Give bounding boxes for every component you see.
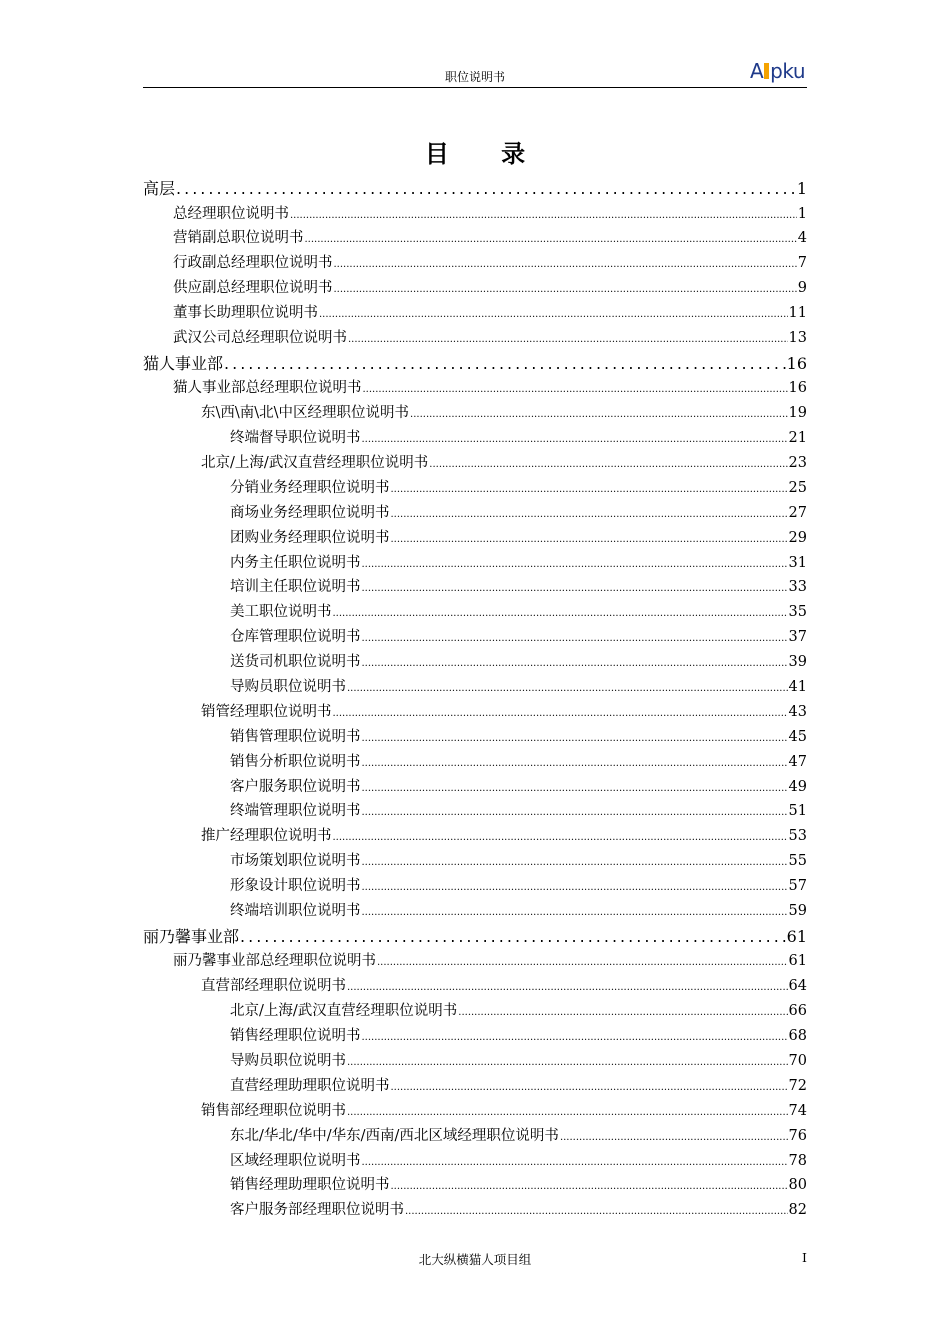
toc-entry-page: 33: [788, 579, 807, 596]
toc-entry[interactable]: [143, 949, 807, 974]
toc-entry-page: 72: [788, 1077, 807, 1094]
toc-entry-page: 4: [797, 230, 807, 247]
toc-entry[interactable]: [143, 426, 807, 451]
toc-entry-title: 总经理职位说明书: [173, 205, 289, 222]
table-of-contents: [143, 176, 807, 1223]
toc-entry-page: 31: [788, 554, 807, 571]
toc-entry-title: 商场业务经理职位说明书: [230, 504, 390, 521]
toc-entry-title: 直营部经理职位说明书: [201, 978, 346, 995]
toc-entry-page: 61: [786, 926, 807, 946]
toc-dot-leader: [362, 807, 788, 818]
toc-entry[interactable]: [143, 1198, 807, 1223]
toc-dot-leader: [224, 354, 786, 373]
toc-entry-title: 丽乃馨事业部: [143, 926, 240, 946]
toc-entry-page: 70: [788, 1053, 807, 1069]
toc-dot-leader: [347, 982, 788, 993]
toc-entry-title: 客户服务职位说明书: [230, 778, 361, 795]
toc-entry-title: 供应副总经理职位说明书: [173, 280, 333, 297]
toc-entry[interactable]: [143, 799, 807, 824]
toc-entry[interactable]: [143, 899, 807, 924]
toc-entry-title: 市场策划职位说明书: [230, 853, 361, 870]
toc-dot-leader: [362, 758, 788, 769]
toc-title: 目 录: [424, 139, 548, 168]
toc-entry-title: 东北/华北/华中/华东/西南/西北区域经理职位说明书: [230, 1127, 559, 1144]
toc-entry-title: 推广经理职位说明书: [201, 828, 332, 845]
toc-entry[interactable]: [143, 1074, 807, 1099]
toc-entry-title: 客户服务部经理职位说明书: [230, 1202, 404, 1219]
company-logo: A pku: [749, 59, 805, 83]
toc-entry-page: 49: [788, 778, 807, 795]
toc-dot-leader: [348, 334, 788, 345]
toc-dot-leader: [429, 459, 787, 470]
toc-entry-title: 销管经理职位说明书: [201, 703, 332, 720]
toc-entry-title: 销售经理职位说明书: [230, 1028, 361, 1045]
toc-entry-page: 1: [796, 179, 807, 198]
toc-entry-title: 区域经理职位说明书: [230, 1152, 361, 1169]
toc-entry-title: 培训主任职位说明书: [230, 579, 361, 596]
toc-dot-leader: [347, 1107, 788, 1118]
toc-entry-title: 董事长助理职位说明书: [173, 305, 318, 322]
toc-entry[interactable]: [143, 451, 807, 476]
toc-dot-leader: [362, 783, 788, 794]
toc-dot-leader: [362, 434, 788, 445]
toc-entry-title: 销售部经理职位说明书: [201, 1102, 346, 1119]
toc-dot-leader: [362, 559, 788, 570]
toc-dot-leader: [362, 882, 788, 893]
toc-entry-page: 66: [788, 1003, 807, 1020]
toc-entry[interactable]: [143, 551, 807, 576]
toc-dot-leader: [334, 259, 797, 270]
toc-entry-page: 53: [788, 828, 807, 845]
toc-dot-leader: [391, 509, 788, 520]
toc-entry-title: 内务主任职位说明书: [230, 554, 361, 571]
toc-entry-page: 74: [788, 1102, 807, 1119]
toc-entry-title: 团购业务经理职位说明书: [230, 529, 390, 546]
toc-dot-leader: [333, 832, 788, 843]
toc-dot-leader: [377, 957, 788, 968]
toc-dot-leader: [333, 708, 788, 719]
toc-dot-leader: [362, 583, 788, 594]
toc-entry[interactable]: [143, 326, 807, 351]
toc-dot-leader: [362, 633, 788, 644]
toc-entry-title: 终端督导职位说明书: [230, 430, 361, 447]
toc-dot-leader: [362, 1032, 788, 1043]
toc-entry-title: 终端培训职位说明书: [230, 903, 361, 920]
toc-dot-leader: [391, 484, 788, 495]
toc-entry[interactable]: [143, 750, 807, 775]
toc-entry[interactable]: [143, 301, 807, 326]
toc-entry[interactable]: [143, 276, 807, 301]
toc-dot-leader: [458, 1007, 787, 1018]
toc-dot-leader: [347, 1057, 788, 1068]
toc-dot-leader: [391, 534, 788, 545]
toc-dot-leader: [176, 179, 796, 198]
toc-entry[interactable]: [143, 526, 807, 551]
toc-entry-page: 68: [788, 1028, 807, 1045]
toc-dot-leader: [391, 1181, 788, 1192]
toc-entry-title: 分销业务经理职位说明书: [230, 479, 390, 496]
toc-dot-leader: [362, 857, 788, 868]
toc-entry[interactable]: [143, 376, 807, 401]
toc-entry-page: 59: [788, 903, 807, 920]
toc-entry-title: 销售管理职位说明书: [230, 728, 361, 745]
toc-dot-leader: [362, 733, 788, 744]
toc-entry-page: 35: [788, 604, 807, 621]
toc-entry-page: 37: [788, 629, 807, 646]
toc-entry[interactable]: [143, 351, 807, 377]
toc-entry[interactable]: [143, 251, 807, 276]
toc-entry-title: 终端管理职位说明书: [230, 803, 361, 820]
toc-entry-title: 导购员职位说明书: [230, 679, 346, 696]
toc-entry[interactable]: [143, 501, 807, 526]
header-title: 职位说明书: [444, 70, 505, 84]
toc-entry[interactable]: [143, 650, 807, 675]
toc-entry[interactable]: [143, 775, 807, 800]
toc-entry-title: 东\西\南\北\中区经理职位说明书: [201, 405, 410, 422]
toc-entry-page: 21: [788, 430, 807, 447]
toc-entry[interactable]: [143, 874, 807, 899]
footer-text: 北大纵横猫人项目组: [418, 1252, 532, 1267]
toc-entry-title: 导购员职位说明书: [230, 1053, 346, 1069]
toc-dot-leader: [362, 907, 788, 918]
toc-entry-page: 11: [788, 305, 807, 322]
toc-entry-title: 高层: [143, 179, 176, 198]
toc-entry-title: 销售经理助理职位说明书: [230, 1177, 390, 1194]
toc-entry-page: 55: [788, 853, 807, 870]
toc-entry-title: 行政副总经理职位说明书: [173, 255, 333, 272]
toc-entry-page: 13: [788, 329, 807, 346]
toc-entry[interactable]: [143, 1124, 807, 1149]
toc-entry-page: 7: [797, 255, 807, 272]
toc-entry-title: 直营经理助理职位说明书: [230, 1077, 390, 1094]
toc-entry[interactable]: [143, 824, 807, 849]
toc-entry-title: 猫人事业部: [143, 353, 224, 373]
toc-entry-title: 仓库管理职位说明书: [230, 629, 361, 646]
toc-entry[interactable]: [143, 625, 807, 650]
toc-dot-leader: [410, 409, 788, 420]
toc-dot-leader: [347, 683, 788, 694]
toc-entry[interactable]: [143, 575, 807, 600]
toc-entry[interactable]: [143, 999, 807, 1024]
toc-entry-title: 形象设计职位说明书: [230, 878, 361, 895]
toc-entry-page: 27: [788, 504, 807, 521]
toc-entry-page: 76: [788, 1127, 807, 1144]
toc-dot-leader: [305, 234, 797, 245]
toc-entry[interactable]: [143, 401, 807, 426]
toc-entry-page: 47: [788, 753, 807, 770]
toc-entry-page: 43: [788, 703, 807, 720]
toc-dot-leader: [362, 658, 788, 669]
toc-entry-title: 猫人事业部总经理职位说明书: [173, 380, 362, 397]
toc-entry[interactable]: [143, 1149, 807, 1174]
toc-dot-leader: [405, 1206, 788, 1217]
toc-entry-page: 64: [788, 978, 807, 995]
toc-entry-page: 9: [797, 280, 807, 297]
toc-entry-page: 23: [788, 455, 807, 472]
toc-entry[interactable]: [143, 1099, 807, 1124]
toc-entry-page: 57: [788, 878, 807, 895]
toc-entry-page: 25: [788, 479, 807, 496]
toc-entry-page: 19: [788, 405, 807, 422]
toc-dot-leader: [362, 1157, 788, 1168]
toc-entry-page: 1: [797, 205, 807, 222]
footer-page-number: I: [802, 1250, 807, 1265]
toc-entry[interactable]: [143, 924, 807, 950]
toc-entry-title: 北京/上海/武汉直营经理职位说明书: [201, 455, 429, 472]
toc-entry-page: 16: [786, 353, 807, 373]
toc-entry[interactable]: [143, 226, 807, 251]
toc-entry[interactable]: [143, 675, 807, 700]
toc-entry[interactable]: [143, 1024, 807, 1049]
toc-entry[interactable]: [143, 202, 807, 227]
toc-entry[interactable]: [143, 974, 807, 999]
toc-entry[interactable]: [143, 700, 807, 725]
toc-dot-leader: [290, 210, 797, 221]
toc-entry-title: 北京/上海/武汉直营经理职位说明书: [230, 1003, 458, 1020]
toc-dot-leader: [391, 1082, 788, 1093]
toc-entry[interactable]: [143, 600, 807, 625]
toc-entry-page: 45: [788, 728, 807, 745]
toc-entry-title: 丽乃馨事业部总经理职位说明书: [173, 953, 376, 970]
toc-dot-leader: [240, 927, 786, 946]
toc-dot-leader: [333, 608, 788, 619]
toc-entry[interactable]: [143, 725, 807, 750]
toc-entry-title: 美工职位说明书: [230, 604, 332, 621]
toc-entry-title: 销售分析职位说明书: [230, 753, 361, 770]
toc-entry[interactable]: [143, 176, 807, 202]
toc-entry-page: 39: [788, 654, 807, 671]
toc-entry-title: 武汉公司总经理职位说明书: [173, 329, 347, 346]
toc-dot-leader: [334, 284, 797, 295]
toc-entry-page: 61: [788, 953, 807, 970]
toc-entry-page: 82: [788, 1202, 807, 1219]
toc-entry-page: 16: [788, 380, 807, 397]
toc-dot-leader: [560, 1132, 788, 1143]
toc-entry-page: 41: [788, 679, 807, 696]
toc-entry[interactable]: [143, 1049, 807, 1074]
toc-entry-page: 80: [788, 1177, 807, 1194]
toc-dot-leader: [319, 309, 788, 320]
page-header: [143, 59, 807, 88]
toc-entry[interactable]: [143, 476, 807, 501]
toc-entry[interactable]: [143, 1173, 807, 1198]
toc-entry-page: 78: [788, 1152, 807, 1169]
toc-entry-title: 营销副总职位说明书: [173, 230, 304, 247]
toc-dot-leader: [363, 384, 788, 395]
toc-entry[interactable]: [143, 849, 807, 874]
toc-entry-page: 29: [788, 529, 807, 546]
toc-entry-page: 51: [788, 803, 807, 820]
toc-entry-title: 送货司机职位说明书: [230, 654, 361, 671]
